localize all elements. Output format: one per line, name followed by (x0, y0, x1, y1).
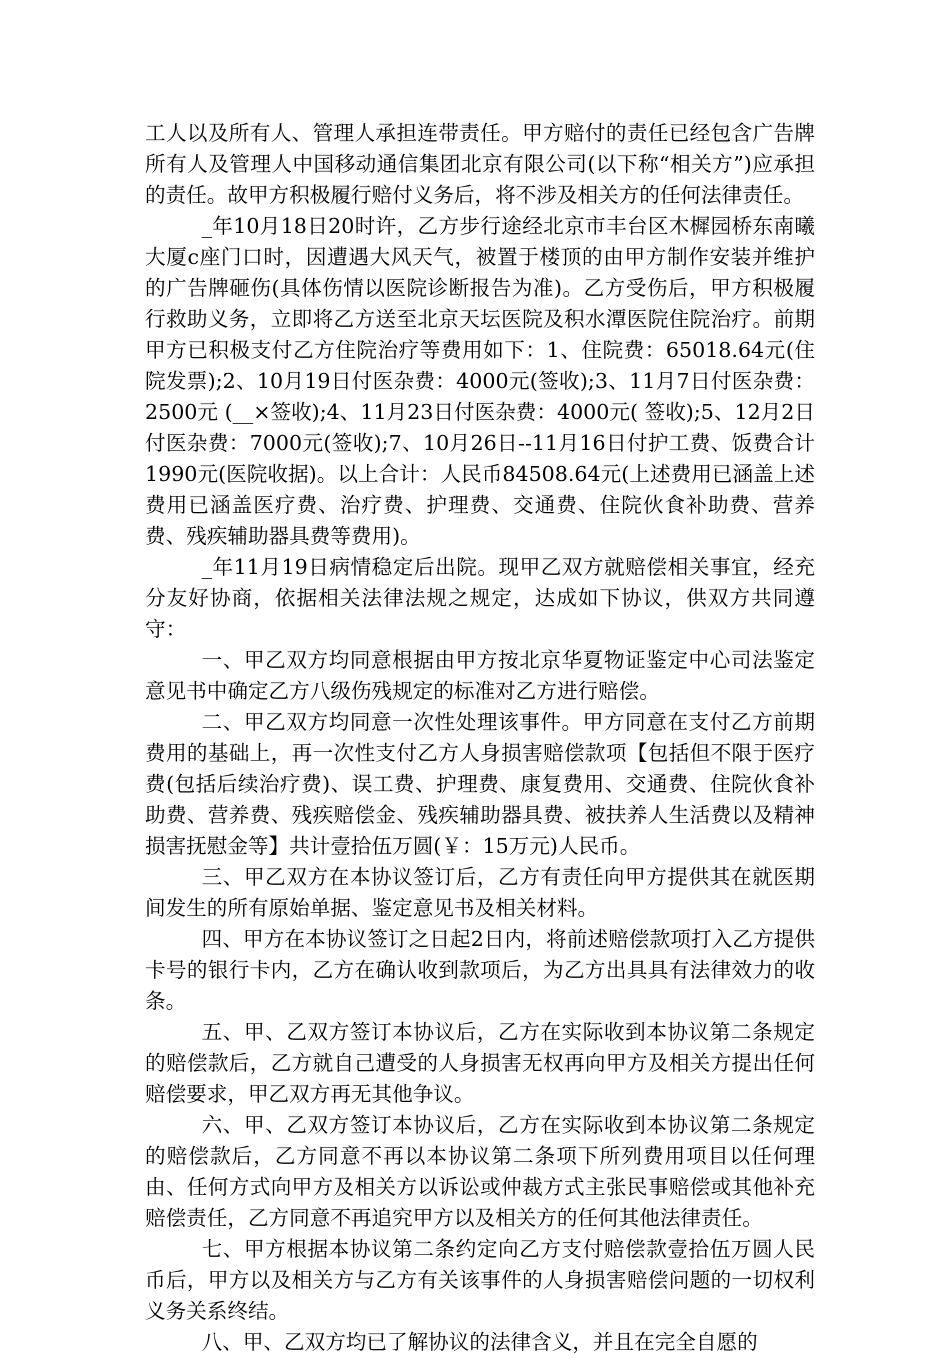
paragraph-liability-continued: 工人以及所有人、管理人承担连带责任。甲方赔付的责任已经包含广告牌所有人及管理人中国移动通信集团北京有限公司(以下称“相关方”)应承担的责任。故甲方积极履行赔付义务后，将不涉及相关方的任何法律责任。 (145, 121, 815, 207)
clause-3: 三、甲乙双方在本协议签订后，乙方有责任向甲方提供其在就医期间发生的所有原始单据、鉴定意见书及相关材料。 (145, 865, 815, 920)
clause-6: 六、甲、乙双方签订本协议后，乙方在实际收到本协议第二条规定的赔偿款后，乙方同意不再以本协议第二条项下所列费用项目以任何理由、任何方式向甲方及相关方以诉讼或仲裁方式主张民事赔偿或其他补充赔偿责任，乙方同意不再追究甲方以及相关方的任何其他法律责任。 (145, 1113, 815, 1230)
document-body (145, 118, 815, 1358)
clause-8: 八、甲、乙双方均已了解协议的法律含义，并且在完全自愿的 (201, 1330, 758, 1354)
clause-2: 二、甲乙双方均同意一次性处理该事件。甲方同意在支付乙方前期费用的基础上，再一次性支付乙方人身损害赔偿款项【包括但不限于医疗费(包括后续治疗费)、误工费、护理费、康复费用、交通费、住院伙食补助费、营养费、残疾赔偿金、残疾辅助器具费、被扶养人生活费以及精神损害抚慰金等】共计壹拾伍万圆(￥：15万元)人民币。 (145, 710, 815, 858)
paragraph-discharge-agreement: _年11月19日病情稳定后出院。现甲乙双方就赔偿相关事宜，经充分友好协商，依据相关法律法规之规定，达成如下协议，供双方共同遵守： (145, 555, 815, 641)
clause-1: 一、甲乙双方均同意根据由甲方按北京华夏物证鉴定中心司法鉴定意见书中确定乙方八级伤残规定的标准对乙方进行赔偿。 (145, 648, 815, 703)
clause-4: 四、甲方在本协议签订之日起2日内，将前述赔偿款项打入乙方提供卡号的银行卡内，乙方在确认收到款项后，为乙方出具具有法律效力的收条。 (145, 927, 815, 1013)
clause-7: 七、甲方根据本协议第二条约定向乙方支付赔偿款壹拾伍万圆人民币后，甲方以及相关方与乙方有关该事件的人身损害赔偿问题的一切权利义务关系终结。 (145, 1237, 815, 1323)
clause-5: 五、甲、乙双方签订本协议后，乙方在实际收到本协议第二条规定的赔偿款后，乙方就自己遭受的人身损害无权再向甲方及相关方提出任何赔偿要求，甲乙双方再无其他争议。 (145, 1020, 815, 1106)
paragraph-incident-description: _年10月18日20时许，乙方步行途经北京市丰台区木樨园桥东南曦大厦c座门口时，因遭遇大风天气，被置于楼顶的由甲方制作安装并维护的广告牌砸伤(具体伤情以医院诊断报告为准)。乙方受伤后，甲方积极履行救助义务，立即将乙方送至北京天坛医院及积水潭医院住院治疗。前期甲方已积极支付乙方住院治疗等费用如下：1、住院费：65018.64元(住院发票);2、10月19日付医杂费：4000元(签收);3、11月7日付医杂费：2500元 (__×签收);4、11月23日付医杂费：4000元( 签收);5、12月2日付医杂费：7000元(签收);7、10月26日--11月16日付护工费、饭费合计1990元(医院收据)。以上合计：人民币84508.64元(上述费用已涵盖上述费用已涵盖医疗费、治疗费、护理费、交通费、住院伙食补助费、营养费、残疾辅助器具费等费用)。 (145, 214, 815, 548)
